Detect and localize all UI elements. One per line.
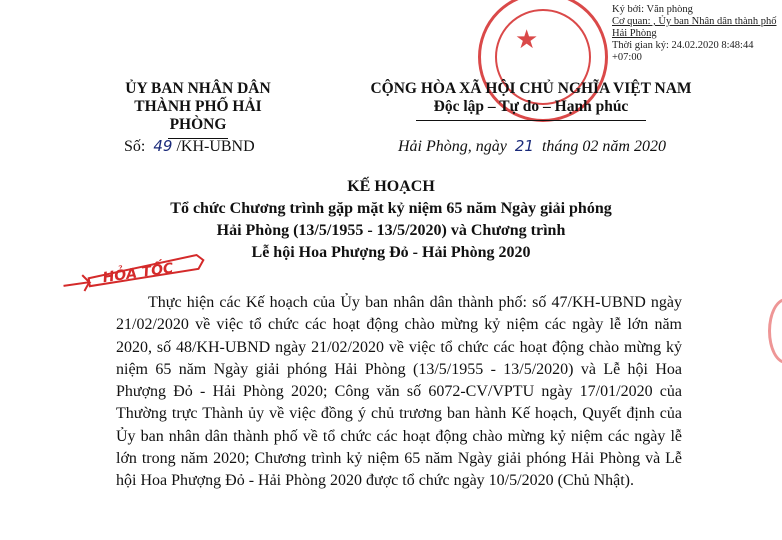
digital-signature-info — [612, 4, 782, 64]
stamp-arrow-left — [62, 274, 90, 292]
seal-star-icon: ★ — [515, 25, 539, 55]
stamp-urgent-text: HỎA TỐC — [101, 260, 175, 287]
signer-text: Ký bởi: Văn phòng — [612, 4, 693, 15]
subtitle-line-1: Tổ chức Chương trình gặp mặt kỷ niệm 65 năm Ngày giải phóng — [170, 200, 612, 217]
org-line-2: THÀNH PHỐ HẢI PHÒNG — [134, 98, 262, 133]
subtitle-line-2: Hải Phòng (13/5/1955 - 13/5/2020) và Chương trình — [216, 222, 566, 239]
document-number — [124, 137, 255, 156]
nation-line-2: Độc lập – Tự do – Hạnh phúc — [433, 98, 629, 115]
nation-line-1: CỘNG HÒA XÃ HỘI CHỦ NGHĨA VIỆT NAM — [370, 80, 692, 97]
doc-number-prefix: Số: — [124, 138, 146, 155]
date-prefix: Hải Phòng, ngày — [398, 138, 507, 155]
urgent-stamp — [58, 248, 208, 292]
motto-underline — [416, 120, 646, 121]
doc-number-suffix: /KH-UBND — [176, 138, 255, 155]
date-day-handwritten: 21 — [514, 137, 534, 155]
body-paragraph: Thực hiện các Kế hoạch của Ủy ban nhân dân thành phố: số 47/KH-UBND ngày 21/02/2020 về việc tổ chức các hoạt động chào mừng kỷ niệm các ngày lễ lớn năm 2020, số 48/KH-UBND ngày 21/02/2020 về việc tổ chức các hoạt động chào mừng kỷ niệm 65 năm Ngày giải phóng Hải Phòng (13/5/1955 - 13/5/2020) và Lễ hội Hoa Phượng Đỏ - Hải Phòng 2020; Công văn số 6072-CV/VPTU ngày 17/01/2020 của Thường trực Thành ủy về việc đồng ý chủ trương ban hành Kế hoạch, Quyết định của Ủy ban nhân dân thành phố về tổ chức các hoạt động chào mừng kỷ niệm các ngày lễ lớn trong năm 2020; Chương trình kỷ niệm 65 năm Ngày giải phóng Hải Phòng và Lễ hội Hoa Phượng Đỏ - Hải Phòng 2020 được tổ chức ngày 10/5/2020 (Chủ Nhật). — [116, 294, 682, 490]
subtitle-line-3: Lễ hội Hoa Phượng Đỏ - Hải Phòng 2020 — [251, 244, 531, 261]
issuing-organization — [108, 80, 288, 139]
date-suffix: tháng 02 năm 2020 — [541, 138, 666, 155]
document-title: KẾ HOẠCH — [347, 178, 435, 195]
edge-stamp-fragment — [768, 298, 782, 364]
national-motto — [362, 80, 700, 121]
org-line-1: ỦY BAN NHÂN DÂN — [125, 80, 271, 97]
doc-number-handwritten: 49 — [153, 137, 173, 155]
agency-text: Cơ quan: , Ủy ban Nhân dân thành phố Hải Phòng — [612, 16, 777, 39]
sign-time-text: Thời gian ký: 24.02.2020 8:48:44 +07:00 — [612, 40, 754, 63]
document-date — [398, 137, 666, 156]
